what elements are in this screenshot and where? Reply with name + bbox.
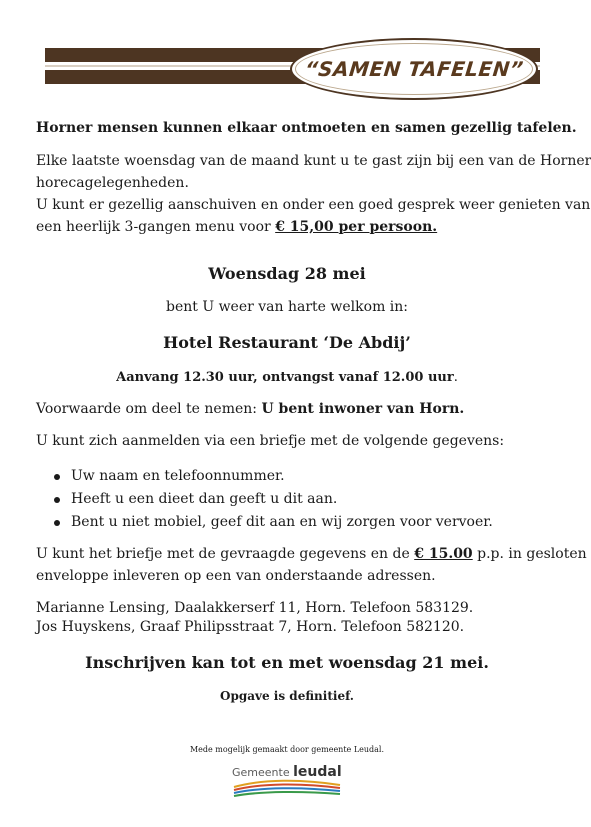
delivery-line2: enveloppe inleveren op een van onderstaande adressen. (36, 568, 436, 584)
banner-title: “SAMEN TAFELEN” (303, 57, 525, 81)
banner-title-oval (290, 38, 538, 100)
delivery-price: € 15.00 (414, 546, 473, 562)
signup-list (36, 466, 493, 535)
logo-name: leudal (293, 764, 342, 780)
event-venue: Hotel Restaurant ‘De Abdij’ (163, 333, 411, 352)
condition-prefix: Voorwaarde om deel te nemen: (36, 401, 262, 417)
gemeente-leudal-logo (232, 764, 342, 800)
event-date: Woensdag 28 mei (208, 264, 366, 283)
event-time: Aanvang 12.30 uur, ontvangst vanaf 12.00 uur (116, 370, 454, 385)
list-item: Heeft u een dieet dan geeft u dit aan. (36, 489, 493, 512)
para1-line1: Elke laatste woensdag van de maand kunt u te gast zijn bij een van de Horner (36, 153, 591, 169)
event-time-line (0, 367, 574, 388)
final-note: Opgave is definitief. (220, 689, 354, 703)
logo-swoosh-icon (232, 779, 342, 799)
condition-value: U bent inwoner van Horn. (261, 401, 465, 417)
delivery-prefix: U kunt het briefje met de gevraagde gegevens en de (36, 546, 415, 562)
para1-line4 (36, 217, 576, 238)
contact-2: Jos Huyskens, Graaf Philipsstraat 7, Horn. Telefoon 582120. (36, 619, 465, 635)
delivery-line1 (36, 544, 587, 565)
list-item: Uw naam en telefoonnummer. (36, 466, 493, 489)
list-item: Bent u niet mobiel, geef dit aan en wij zorgen voor vervoer. (36, 512, 493, 535)
price-per-person: € 15,00 per persoon. (275, 219, 438, 235)
para1-line4-prefix: een heerlijk 3-gangen menu voor (36, 219, 276, 235)
condition-line (36, 399, 576, 420)
para1-line2: horecagelegenheden. (36, 175, 189, 191)
event-time-suffix: . (453, 370, 458, 385)
delivery-suffix: p.p. in gesloten (472, 546, 587, 562)
para1-line3: U kunt er gezellig aanschuiven en onder een goed gesprek weer genieten van (36, 197, 591, 213)
logo-prefix: Gemeente (232, 766, 290, 779)
contact-1: Marianne Lensing, Daalakkerserf 11, Horn. Telefoon 583129. (36, 600, 474, 616)
header-banner (45, 18, 540, 104)
intro-headline: Horner mensen kunnen elkaar ontmoeten en samen gezellig tafelen. (36, 120, 577, 136)
footer-note: Mede mogelijk gemaakt door gemeente Leudal. (189, 745, 385, 754)
event-welcome: bent U weer van harte welkom in: (165, 299, 409, 315)
logo-text (232, 764, 342, 780)
deadline: Inschrijven kan tot en met woensdag 21 mei. (85, 653, 489, 672)
signup-intro: U kunt zich aanmelden via een briefje met de volgende gegevens: (36, 433, 505, 449)
